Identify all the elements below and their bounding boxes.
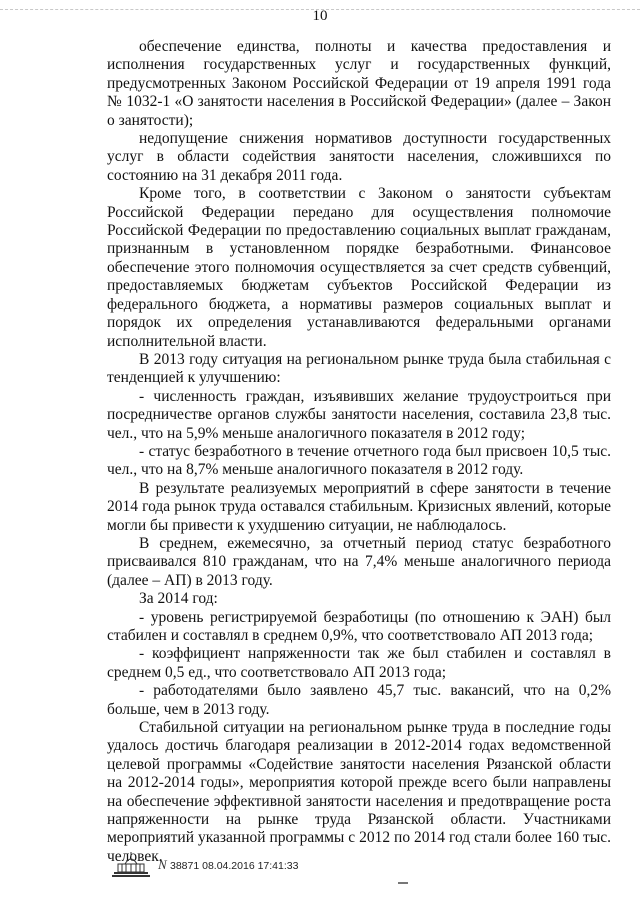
list-item: - уровень регистрируемой безработицы (по отношению к ЭАН) был стабилен и составлял в среднем 0,9%, что соответствовало АП 2013 года;	[107, 608, 611, 644]
paragraph: В 2013 году ситуация на региональном рынке труда была стабильная с тенденцией к улучшению:	[107, 350, 611, 387]
building-seal-icon	[110, 851, 152, 879]
signature-mark: N	[158, 857, 167, 872]
paragraph: недопущение снижения нормативов доступности государственных услуг в области содействия занятости населения, сложившихся по состоянию на 31 декабря 2011 года.	[107, 130, 611, 184]
list-item: - работодателями было заявлено 45,7 тыс. вакансий, что на 0,2% больше, чем в 2013 году.	[107, 682, 611, 718]
document-body	[107, 38, 611, 866]
footer-stamp	[110, 851, 410, 879]
list-item: - статус безработного в течение отчетного года был присвоен 10,5 тыс. чел., что на 8,7% меньше аналогичного показателя в 2012 году.	[107, 442, 611, 479]
list-item: - коэффициент напряженности так же был стабилен и составлял в среднем 0,5 ед., что соответствовало АП 2013 года;	[107, 645, 611, 681]
paragraph: обеспечение единства, полноты и качества предоставления и исполнения государственных услуг и государственных функций, предусмотренных Законом Российской Федерации от 19 апреля 1991 года № 1032-1 «О занятости населения в Российской Федерации» (далее – Закон о занятости);	[107, 38, 611, 129]
paragraph: Кроме того, в соответствии с Законом о занятости субъектам Российской Федерации передано для осуществления полномочие Российской Федерации по предоставлению социальных выплат гражданам, признанным в установленном порядке безработными. Финансовое обеспечение этого полномочия осуществляется за счет средств субвенций, предоставляемых бюджетам субъектов Российской Федерации из федерального бюджета, а нормативы размеров социальных выплат и порядок их определения устанавливаются федеральными органами исполнительной власти.	[107, 185, 611, 350]
paragraph: В среднем, ежемесячно, за отчетный период статус безработного присваивался 810 гражданам, что на 7,4% меньше аналогичного периода (далее – АП) в 2013 году.	[107, 534, 611, 589]
list-item: - численность граждан, изъявивших желание трудоустроиться при посредничестве органов службы занятости населения, составила 23,8 тыс. чел., что на 5,9% меньше аналогичного показателя в 2012 году;	[107, 387, 611, 442]
paragraph: В результате реализуемых мероприятий в сфере занятости в течение 2014 года рынок труда оставался стабильным. Кризисных явлений, которые могли бы привести к ухудшению ситуации, не наблюдалось.	[107, 479, 611, 534]
scan-speck	[398, 882, 408, 884]
paragraph: Стабильной ситуации на региональном рынке труда в последние годы удалось достичь благодаря реализации в 2012-2014 годах ведомственной целевой программы «Содействие занятости населения Рязанской области на 2012-2014 годы», мероприятия которой прежде всего были направлены на обеспечение эффективной занятости населения и предотвращение роста напряженности на рынке труда Рязанской области. Участниками мероприятий указанной программы с 2012 по 2014 год стали более 160 тыс. человек.	[107, 719, 611, 865]
paragraph: За 2014 год:	[139, 590, 218, 608]
page-number: 10	[312, 8, 328, 24]
registration-stamp: 38871 08.04.2016 17:41:33	[170, 860, 299, 872]
